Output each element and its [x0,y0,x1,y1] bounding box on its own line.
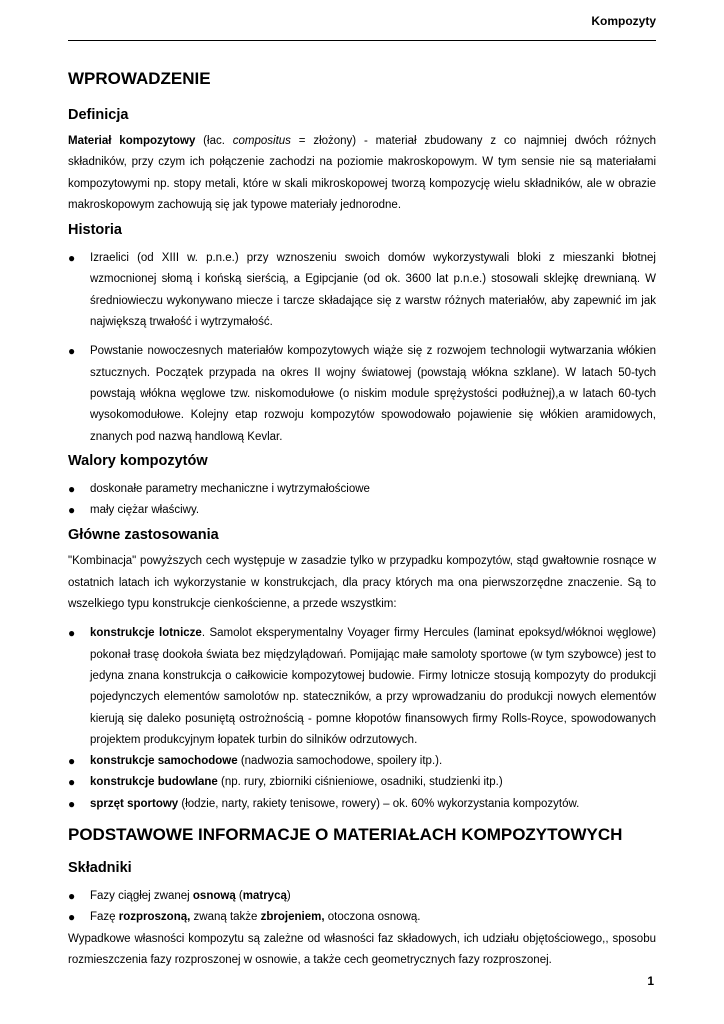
list-item-bold: osnową [192,890,236,903]
list-item-text: . Samolot eksperymentalny Voyager firmy Hercules (laminat epoksyd/włóknoi węglowe) pokonał trasę dookoła świata bez międzylądowań. Pomijając małe samoloty sportowe (w tym szybowce) jest to jedyna znana konstrukcja o całkowicie kompozytowej budowie. Firmy lotnicze stosują kompozyty do produkcji pojedynczych elementów samolotów np. stateczników, a przy wprowadzaniu do produkcji nowych elementów kierują się daleko posuniętą ostrożnością - pomne kłopotów finansowych firmy Rolls-Royce, spowodowanych projektem produkcyjnym łopatek turbin do silników odrzutowych. [90,627,657,746]
skladniki-list [68,886,656,929]
list-item-text: Fazę [90,911,119,924]
heading-zastosowania: Główne zastosowania [68,527,219,544]
list-item [68,500,656,521]
list-item-bold: zbrojeniem, [260,911,325,924]
list-item-text: Izraelici (od XIII w. p.n.e.) przy wznoszeniu swoich domów wykorzystywali bloki z mieszanki błotnej wzmocnionej słomą i końską sierścią, a Egipcjanie (od ok. 3600 lat p.n.e.) stosowali sklejkę drewnianą. W średniowieczu wykonywano miecze i tarcze składające się z warstw różnych materiałów, aby zapewnić im jak największą trwałość i wytrzymałość. [90,252,656,329]
list-item [68,623,656,751]
list-item-text: doskonałe parametry mechaniczne i wytrzymałościowe [90,482,370,495]
definition-text-2: = złożony) - materiał zbudowany z co najmniej dwóch różnych składników, przy czym ich połączenie zachodzi na poziomie makroskopowym. W tym sensie nie są materiałami kompozytowymi np. stopy metali, które w skali mikroskopowej tworzą kompozycję wielu składników, ale w obrazie makroskopowym zachowują się jak typowe materiały jednorodne. [68,135,656,211]
bullet-icon: ● [68,481,76,496]
list-item-text: Fazy ciągłej zwanej [90,890,193,903]
bullet-icon: ● [68,503,76,518]
list-item-text: mały ciężar właściwy. [90,504,200,517]
skladniki-paragraph: Wypadkowe własności kompozytu są zależne od własności faz składowych, ich udziału objętościowego,, sposobu rozmieszczenia fazy rozproszonej w osnowie, a także cech geometrycznych fazy rozproszonej. [68,932,656,966]
heading-skladniki: Składniki [68,860,132,877]
list-item-text: ( [235,890,243,903]
bullet-icon: ● [68,910,76,925]
list-item [68,479,656,500]
bullet-icon: ● [68,626,76,641]
list-item-bold: matrycą [242,890,287,903]
heading-definicja: Definicja [68,107,129,123]
list-item-text: Powstanie nowoczesnych materiałów kompozytowych wiąże się z rozwojem technologii wytwarzania włókien sztucznych. Początek przypada na okres II wojny światowej (powstają włókna szklane). W latach 50-tych powstają włókna węglowe tzw. niskomodułowe (o niskim module sprężystości podłużnej),a w latach 60-tych wysokomodułowe. Kolejny etap rozwoju kompozytów spowodowało pojawienie się włókien aramidowych, znanych pod nazwą handlową Kevlar. [90,345,656,443]
bullet-icon: ● [68,344,76,359]
list-item-bold: sprzęt sportowy [90,797,179,810]
page-number: 1 [647,974,654,988]
bullet-icon: ● [68,796,76,811]
historia-list [68,248,656,448]
bullet-icon: ● [68,775,76,790]
section-title-podstawowe: PODSTAWOWE INFORMACJE O MATERIAŁACH KOMPOZYTOWYCH [68,825,623,845]
list-item-bold: konstrukcje samochodowe [90,755,238,768]
bullet-icon: ● [68,889,76,904]
section-title-wprowadzenie: WPROWADZENIE [68,69,211,88]
definition-paragraph [68,131,656,216]
list-item [68,794,656,815]
header-rule [68,40,656,41]
definition-latin: compositus [232,135,291,147]
list-item-bold: konstrukcje budowlane [90,776,218,789]
walory-list [68,479,656,522]
list-item-text: (łodzie, narty, rakiety tenisowe, rowery) – ok. 60% wykorzystania kompozytów. [178,797,580,810]
heading-historia: Historia [68,222,122,239]
list-item-bold: rozproszoną, [118,911,191,924]
list-item-text: otoczona osnową. [324,911,421,924]
list-item [68,886,656,907]
list-item [68,751,656,772]
running-header: Kompozyty [591,14,656,28]
list-item [68,341,656,447]
list-item-bold: konstrukcje lotnicze [90,627,202,640]
list-item [68,907,656,928]
list-item-text: (nadwozia samochodowe, spoilery itp.). [237,755,443,768]
zastosowania-list [68,623,656,815]
definition-term: Materiał kompozytowy [68,135,196,147]
page-content [68,68,656,971]
bullet-icon: ● [68,251,76,266]
list-item [68,772,656,793]
list-item-text: (np. rury, zbiorniki ciśnieniowe, osadniki, studzienki itp.) [217,776,503,789]
bullet-icon: ● [68,754,76,769]
heading-walory: Walory kompozytów [68,452,208,469]
list-item-text: zwaną także [190,911,261,924]
definition-text-1: (łac. [195,135,233,147]
list-item-text: ) [286,890,291,903]
zastosowania-intro: "Kombinacja" powyższych cech występuje w zasadzie tylko w przypadku kompozytów, stąd gwałtownie rosnące w ostatnich latach ich wykorzystanie w konstrukcjach, dla pracy których ma ona pierwszorzędne znaczenie. Są to wszelkiego typu konstrukcje cienkościenne, a przede wszystkim: [68,555,656,611]
list-item [68,248,656,333]
